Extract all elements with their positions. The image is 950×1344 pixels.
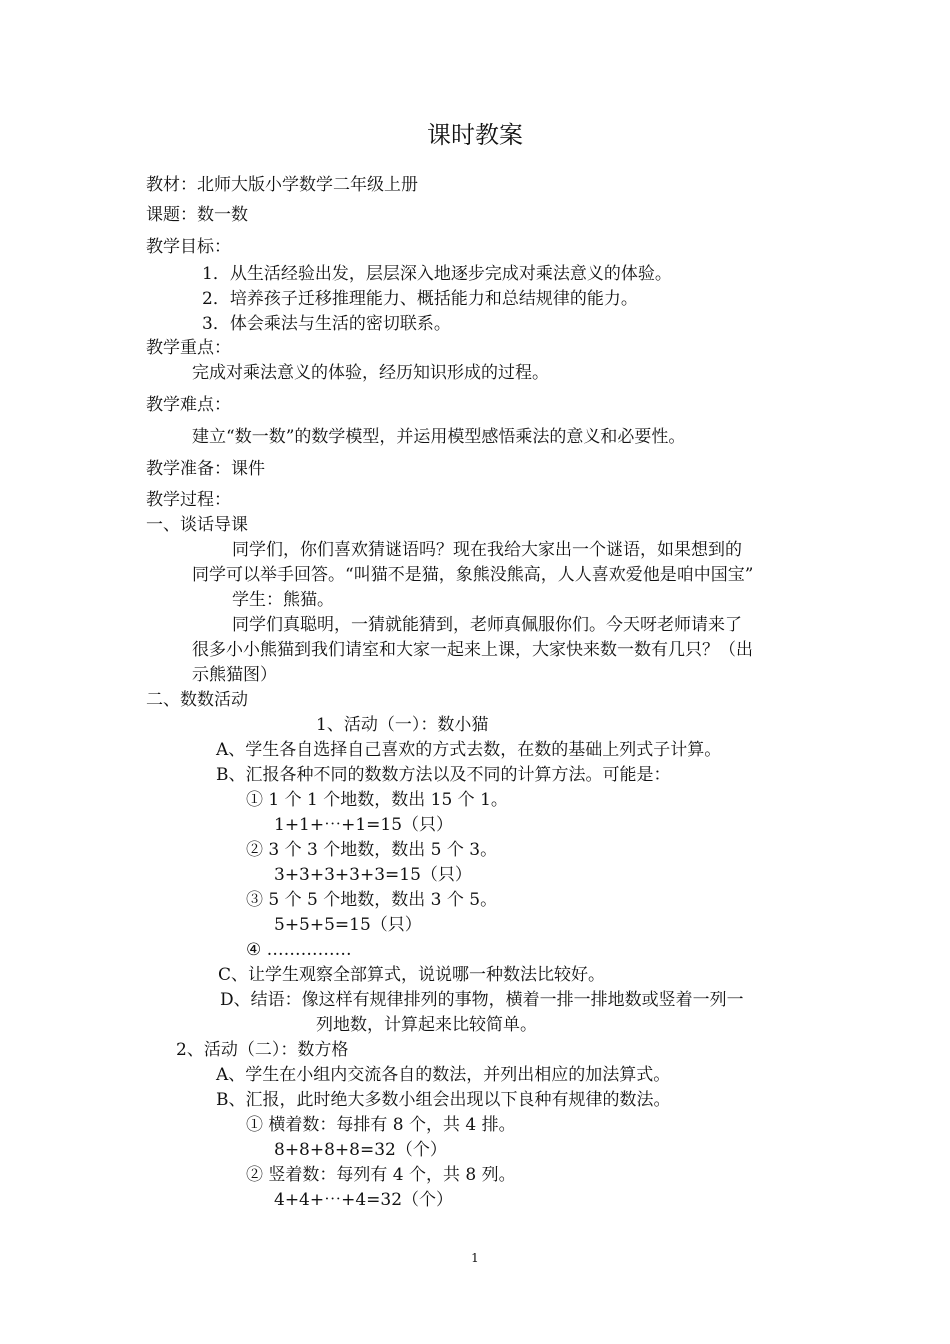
process-heading: 教学过程： bbox=[146, 490, 231, 510]
paragraph-line: 学生：熊猫。 bbox=[232, 590, 334, 610]
activity1-step-d-cont: 列地数，计算起来比较简单。 bbox=[316, 1015, 537, 1035]
method-item: ② 竖着数：每列有 4 个，共 8 列。 bbox=[246, 1165, 516, 1185]
part1-heading: 一、谈话导课 bbox=[146, 515, 248, 535]
formula-line: 1+1+⋯+1=15（只） bbox=[274, 815, 454, 835]
method-item: ① 1 个 1 个地数，数出 15 个 1。 bbox=[246, 790, 508, 810]
part2-heading: 二、数数活动 bbox=[146, 690, 248, 710]
material-line: 教材：北师大版小学数学二年级上册 bbox=[146, 175, 418, 195]
method-item: ① 横着数：每排有 8 个，共 4 排。 bbox=[246, 1115, 516, 1135]
goal-item: 1．从生活经验出发，层层深入地逐步完成对乘法意义的体验。 bbox=[202, 264, 672, 284]
activity1-step-b: B、汇报各种不同的数数方法以及不同的计算方法。可能是： bbox=[216, 765, 671, 785]
activity1-heading: 1、活动（一）：数小猫 bbox=[316, 715, 489, 735]
goals-heading: 教学目标： bbox=[146, 237, 231, 257]
activity1-step-a: A、学生各自选择自己喜欢的方式去数，在数的基础上列式子计算。 bbox=[216, 740, 722, 760]
paragraph-line: 同学们真聪明，一猜就能猜到，老师真佩服你们。今天呀老师请来了 bbox=[232, 615, 742, 635]
goal-item: 2．培养孩子迁移推理能力、概括能力和总结规律的能力。 bbox=[202, 289, 638, 309]
key-point-heading: 教学重点： bbox=[146, 338, 231, 358]
difficulty-text: 建立“数一数”的数学模型，并运用模型感悟乘法的意义和必要性。 bbox=[192, 427, 686, 447]
paragraph-line: 同学们，你们喜欢猜谜语吗？现在我给大家出一个谜语，如果想到的 bbox=[232, 540, 742, 560]
method-item: ③ 5 个 5 个地数，数出 3 个 5。 bbox=[246, 890, 498, 910]
page-title: 课时教案 bbox=[427, 121, 523, 149]
activity2-heading: 2、活动（二）：数方格 bbox=[176, 1040, 349, 1060]
formula-line: 5+5+5=15（只） bbox=[274, 915, 422, 935]
page-number: 1 bbox=[471, 1251, 479, 1265]
method-item: ④ …………… bbox=[246, 940, 352, 960]
formula-line: 4+4+⋯+4=32（个） bbox=[274, 1190, 454, 1210]
paragraph-line: 很多小小熊猫到我们请室和大家一起来上课，大家快来数一数有几只？（出 bbox=[192, 640, 753, 660]
goal-item: 3．体会乘法与生活的密切联系。 bbox=[202, 314, 451, 334]
activity2-step-a: A、学生在小组内交流各自的数法，并列出相应的加法算式。 bbox=[216, 1065, 671, 1085]
paragraph-line: 示熊猫图） bbox=[192, 665, 277, 685]
formula-line: 8+8+8+8=32（个） bbox=[274, 1140, 447, 1160]
key-point-text: 完成对乘法意义的体验，经历知识形成的过程。 bbox=[192, 363, 549, 383]
difficulty-heading: 教学难点： bbox=[146, 395, 231, 415]
activity1-step-d: D、结语：像这样有规律排列的事物，横着一排一排地数或竖着一列一 bbox=[220, 990, 744, 1010]
activity1-step-c: C、让学生观察全部算式，说说哪一种数法比较好。 bbox=[218, 965, 606, 985]
formula-line: 3+3+3+3+3=15（只） bbox=[274, 865, 472, 885]
paragraph-line: 同学可以举手回答。“叫猫不是猫，象熊没熊高，人人喜欢爱他是咱中国宝” bbox=[192, 565, 754, 585]
topic-line: 课题：数一数 bbox=[146, 205, 248, 225]
method-item: ② 3 个 3 个地数，数出 5 个 3。 bbox=[246, 840, 498, 860]
preparation-line: 教学准备：课件 bbox=[146, 459, 265, 479]
activity2-step-b: B、汇报，此时绝大多数小组会出现以下良种有规律的数法。 bbox=[216, 1090, 671, 1110]
